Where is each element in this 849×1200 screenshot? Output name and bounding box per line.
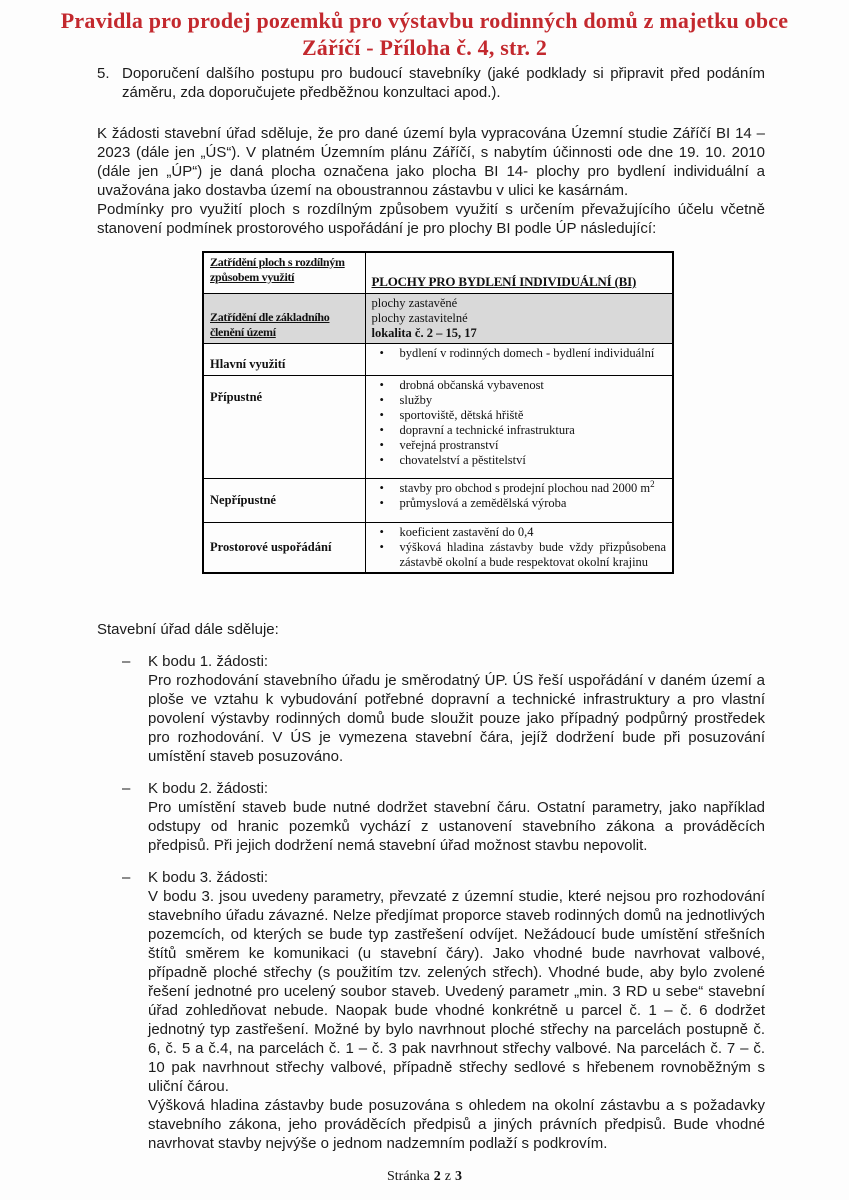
main-use-label: Hlavní využití <box>210 357 286 371</box>
note-2-title: K bodu 2. žádosti: <box>148 780 269 797</box>
table-row-spatial <box>203 523 673 574</box>
not-permitted-label: Nepřípustné <box>210 493 276 507</box>
not-permitted-bullet: • stavby pro obchod s prodejní plochou nad 2000 $m^2$ <box>372 481 667 496</box>
note-3-paragraph-1: V bodu 3. jsou uvedeny parametry, převzaté z územní studie, které nejsou pro rozhodování stavebního úřadu závazné. Nelze předjímat proporce staveb rodinných domů na jednotlivých pozemcích, od kterých se bude typ zastřešení odvíjet. Nežádoucí bude umístění střešních štítů směrem ke komunikaci (u stavební čáry). Jako vhodné bude navrhovat valbové, případně ploché střechy (s použitím tzv. zelených střech). Vhodné bude, aby bylo zvolené řešení jednotné pro ucelený soubor staveb. Uvedený parametr „min. 3 RD u sebe“ stavební úřad zohledňovat nebude. Naopak bude vhodné konkrétně u parcel č. 1 – č. 6 dodržet jednotný typ zastřešení. Možné by bylo navrhnout ploché střechy na parcelách postupně č. 6, č. 5 a č.4, na parcelách č. 1 – č. 3 pak navrhnout střechy valbové. Na parcelách č. 7 – č. 10 pak navrhnout střechy valbové, případně střechy sedlové s hřebenem rovnoběžným s uliční čárou. <box>148 888 765 1095</box>
division-line-3: lokalita č. 2 – 15, 17 <box>371 326 477 340</box>
zoning-table <box>202 251 674 574</box>
footer-separator: z <box>444 1169 451 1184</box>
note-k-bodu-2 <box>97 779 765 855</box>
permitted-list <box>372 378 667 468</box>
note-k-bodu-1 <box>97 652 765 766</box>
permitted-bullet: • sportoviště, dětská hřiště <box>372 408 667 423</box>
note-k-bodu-3 <box>97 868 765 1153</box>
spatial-list <box>372 525 667 570</box>
numbered-item-5 <box>97 64 765 102</box>
classification-label: Zatřídění ploch s rozdílným způsobem využití <box>210 255 345 284</box>
table-row-classification <box>203 252 673 294</box>
cell-not-permitted-value <box>365 479 673 523</box>
note-3-heading <box>122 868 765 887</box>
zoning-table-wrapper <box>202 251 765 574</box>
permitted-label: Přípustné <box>210 390 263 404</box>
page-title <box>0 0 849 61</box>
cell-spatial-label <box>203 523 365 574</box>
permitted-bullet: • chovatelství a pěstitelství <box>372 453 667 468</box>
main-use-list <box>372 346 667 361</box>
item-number: 5. <box>97 65 110 82</box>
cell-classification-value <box>365 252 673 294</box>
cell-division-value <box>365 294 673 344</box>
cell-not-permitted-label <box>203 479 365 523</box>
permitted-bullet: • veřejná prostranství <box>372 438 667 453</box>
note-3-title: K bodu 3. žádosti: <box>148 869 269 886</box>
note-1-paragraph: Pro rozhodování stavebního úřadu je směrodatný ÚP. ÚS řeší uspořádání v daném území a ploše ve vztahu k vybudování potřebné dopravní a technické infrastruktury a pro vlastní povolení výstavby rodinných domů bude sloužit pouze jako případný podpůrný prostředek pro rozhodování. V ÚS je vymezena stavební čára, jejíž dodržení bude při posuzování umístění staveb posuzováno. <box>148 672 765 765</box>
cell-division-label <box>203 294 365 344</box>
dash-bullet: – <box>122 653 131 670</box>
plochy-header: PLOCHY PRO BYDLENÍ INDIVIDUÁLNÍ (BI) <box>371 274 637 289</box>
footer-label: Stránka <box>387 1169 430 1184</box>
main-use-bullet: • bydlení v rodinných domech - bydlení individuální <box>372 346 667 361</box>
footer-page-number: 2 <box>433 1169 441 1184</box>
cell-main-use-value <box>365 344 673 376</box>
page-title-line1: Pravidla pro prodej pozemků pro výstavbu rodinných domů z majetku obce <box>60 8 789 33</box>
cell-classification-label <box>203 252 365 294</box>
dash-bullet: – <box>122 780 131 797</box>
permitted-bullet: • drobná občanská vybavenost <box>372 378 667 393</box>
page-footer <box>0 1169 849 1185</box>
footer-total-pages: 3 <box>454 1169 462 1184</box>
cell-permitted-value <box>365 376 673 479</box>
spatial-bullet: • výšková hladina zástavby bude vždy přizpůsobena zástavbě okolní a bude respektovat okolní krajinu <box>372 540 667 570</box>
table-row-not-permitted <box>203 479 673 523</box>
table-row-permitted <box>203 376 673 479</box>
intro-paragraph-2: Podmínky pro využití ploch s rozdílným způsobem využití s určením převažujícího účelu včetně stanovení podmínek prostorového uspořádání je pro plochy BI podle ÚP následující: <box>97 201 765 237</box>
note-3-paragraph-2: Výšková hladina zástavby bude posuzována s ohledem na okolní zástavbu a s požadavky stavebního zákona, jeho prováděcích předpisů a jiných právních předpisů. Bude vhodné navrhovat stavby nejvýše o jednom nadzemním podlaží s podkrovím. <box>148 1097 765 1152</box>
division-label: Zatřídění dle základního členění území <box>210 310 330 339</box>
page-title-line2: Záříčí - Příloha č. 4, str. 2 <box>301 35 548 60</box>
division-line-2: plochy zastavitelné <box>371 311 468 325</box>
cell-main-use-label <box>203 344 365 376</box>
note-2-paragraph: Pro umístění staveb bude nutné dodržet stavební čáru. Ostatní parametry, jako například odstupy od hranic pozemků vychází z ustanovení stavebního zákona a prováděcích předpisů. Při jejich dodržení nemá stavební úřad možnost stavbu nepovolit. <box>148 799 765 854</box>
not-permitted-list <box>372 478 667 511</box>
spatial-bullet: • koeficient zastavění do 0,4 <box>372 525 667 540</box>
note-1-title: K bodu 1. žádosti: <box>148 653 269 670</box>
item-text: Doporučení dalšího postupu pro budoucí stavebníky (jaké podklady si připravit před podáním záměru, zda doporučujete předběžnou konzultaci apod.). <box>122 65 765 101</box>
intro-paragraph-1: K žádosti stavební úřad sděluje, že pro dané území byla vypracována Územní studie Záříčí BI 14 – 2023 (dále jen „ÚS“). V platném Územním plánu Záříčí, s nabytím účinnosti ode dne 19. 10. 2010 (dále jen „ÚP“) je daná plocha označena jako plocha BI 14- plochy pro bydlení individuální a uvažována jako dostavba území na oboustrannou zástavbu v ulici ke kasárnám. <box>97 125 765 199</box>
table-row-main-use <box>203 344 673 376</box>
cell-permitted-label <box>203 376 365 479</box>
permitted-bullet: • služby <box>372 393 667 408</box>
table-row-basic-division <box>203 294 673 344</box>
spatial-label: Prostorové uspořádání <box>210 540 332 554</box>
dash-bullet: – <box>122 869 131 886</box>
note-2-heading <box>122 779 765 798</box>
cell-spatial-value <box>365 523 673 574</box>
intro-section <box>97 124 765 238</box>
note-1-heading <box>122 652 765 671</box>
notes-intro: Stavební úřad dále sděluje: <box>97 621 279 638</box>
division-line-1: plochy zastavěné <box>371 296 458 310</box>
not-permitted-bullet: • průmyslová a zemědělská výroba <box>372 496 667 511</box>
permitted-bullet: • dopravní a technické infrastruktura <box>372 423 667 438</box>
document-body <box>97 64 765 1153</box>
